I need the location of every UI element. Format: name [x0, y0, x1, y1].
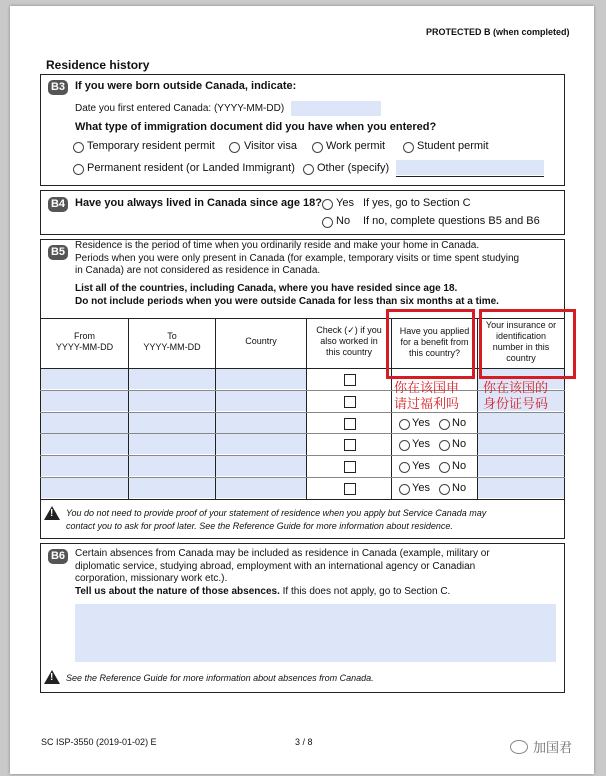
- col-country: Country: [245, 336, 277, 346]
- b6-text: [75, 548, 560, 598]
- col-insurance-line: Your insurance or: [485, 320, 557, 330]
- b3-date-label: Date you first entered Canada: (YYYY-MM-DD): [75, 103, 285, 114]
- warning-icon: [44, 670, 60, 684]
- worked-checkbox[interactable]: [344, 483, 356, 495]
- b4-question: Have you always lived in Canada since age 18?: [75, 197, 323, 209]
- b4-tag: B4: [48, 197, 68, 212]
- b3-question: What type of immigration document did you have when you entered?: [75, 121, 437, 133]
- b5-notice-line: You do not need to provide proof of your statement of residence when you apply but Service Canada may: [66, 508, 487, 518]
- b6-tag: B6: [48, 549, 68, 564]
- b4-no-note: If no, complete questions B5 and B6: [363, 215, 540, 227]
- col-benefit-line: this country?: [408, 348, 461, 358]
- watermark: 加国君: [533, 740, 573, 755]
- benefit-no-radio[interactable]: [439, 462, 450, 473]
- worked-checkbox[interactable]: [344, 461, 356, 473]
- to-field[interactable]: [129, 434, 215, 454]
- insurance-number-field[interactable]: [478, 434, 564, 454]
- to-field[interactable]: [129, 391, 215, 411]
- country-field[interactable]: [216, 456, 306, 476]
- opt-student-permit: Student permit: [417, 140, 489, 152]
- from-field[interactable]: [41, 369, 128, 389]
- benefit-annotation-line: 你在该国申: [394, 380, 460, 395]
- insurance-number-field[interactable]: [478, 478, 564, 498]
- col-from-format: YYYY-MM-DD: [55, 342, 114, 352]
- page-number: 3 / 8: [295, 737, 313, 747]
- col-check-line: Check (✓) if you: [316, 325, 382, 335]
- form-page: [10, 6, 594, 774]
- wechat-icon: [510, 740, 528, 754]
- b5-notice-line: contact you to ask for proof later. See the Reference Guide for more information about residence.: [66, 520, 453, 531]
- benefit-no-radio[interactable]: [439, 484, 450, 495]
- radio-student-permit[interactable]: [403, 142, 414, 153]
- b5-intro-line: Periods when you were only present in Canada (for example, temporary visits or time spent studying: [75, 252, 520, 264]
- col-from-label: From: [74, 331, 95, 341]
- radio-permanent-resident[interactable]: [73, 164, 84, 175]
- benefit-yes-label: Yes: [412, 417, 430, 429]
- insurance-annotation-line: 你在该国的: [483, 380, 549, 395]
- other-underline: [396, 176, 544, 177]
- other-specify-field[interactable]: [396, 160, 544, 175]
- worked-checkbox[interactable]: [344, 396, 356, 408]
- opt-temp-resident: Temporary resident permit: [87, 140, 215, 152]
- form-id: SC ISP-3550 (2019-01-02) E: [41, 737, 157, 747]
- b5-tag: B5: [48, 245, 68, 260]
- b3-tag: B3: [48, 80, 68, 95]
- protected-label: PROTECTED B (when completed): [426, 27, 570, 37]
- to-field[interactable]: [129, 456, 215, 476]
- opt-permanent-resident: Permanent resident (or Landed Immigrant): [87, 162, 295, 174]
- from-field[interactable]: [41, 434, 128, 454]
- worked-checkbox[interactable]: [344, 374, 356, 386]
- b6-notice: See the Reference Guide for more information about absences from Canada.: [66, 673, 374, 683]
- benefit-annotation: [394, 380, 459, 412]
- to-field[interactable]: [129, 478, 215, 498]
- b4-yes-note: If yes, go to Section C: [363, 197, 471, 209]
- b6-line: Certain absences from Canada may be included as residence in Canada (example, military or: [75, 548, 490, 559]
- b5-intro-line: in Canada) are not considered as residence in Canada.: [75, 265, 321, 276]
- entry-date-field[interactable]: [291, 101, 381, 116]
- b5-intro-line: Residence is the period of time when you ordinarily reside and make your home in Canada.: [75, 240, 480, 251]
- benefit-annotation-line: 请过福利吗: [394, 396, 460, 411]
- col-insurance-line: identification: [495, 331, 547, 341]
- b6-bold: Tell us about the nature of those absences.: [75, 585, 280, 597]
- radio-other[interactable]: [303, 164, 314, 175]
- from-field[interactable]: [41, 456, 128, 476]
- radio-b4-no[interactable]: [322, 217, 333, 228]
- benefit-highlight: [386, 309, 475, 379]
- b5-bold-line: Do not include periods when you were outside Canada for less than six months at a time.: [75, 296, 499, 307]
- radio-work-permit[interactable]: [312, 142, 323, 153]
- from-field[interactable]: [41, 413, 128, 433]
- b6-instruction: [75, 586, 560, 599]
- section-title: Residence history: [46, 58, 150, 72]
- col-benefit-line: for a benefit from: [400, 337, 469, 347]
- benefit-yes-radio[interactable]: [399, 440, 410, 451]
- insurance-annotation: [483, 380, 548, 412]
- benefit-yes-radio[interactable]: [399, 484, 410, 495]
- country-field[interactable]: [216, 369, 306, 389]
- to-field[interactable]: [129, 413, 215, 433]
- col-insurance-line: number in this: [492, 342, 550, 352]
- radio-visitor-visa[interactable]: [229, 142, 240, 153]
- country-field[interactable]: [216, 478, 306, 498]
- b5-notice: [66, 507, 486, 532]
- col-benefit-line: Have you applied: [399, 326, 470, 336]
- b6-line: corporation, missionary work etc.).: [75, 573, 228, 584]
- col-check: [307, 325, 391, 358]
- col-insurance-line: country: [506, 353, 536, 363]
- b4-yes-label: Yes: [336, 197, 354, 209]
- b4-no-label: No: [336, 215, 351, 227]
- benefit-no-radio[interactable]: [439, 419, 450, 430]
- insurance-highlight: [479, 309, 576, 379]
- insurance-annotation-line: 身份证号码: [483, 396, 549, 411]
- benefit-no-radio[interactable]: [439, 440, 450, 451]
- b3-title: If you were born outside Canada, indicate:: [75, 80, 297, 92]
- absence-nature-field[interactable]: [75, 604, 556, 662]
- country-field[interactable]: [216, 391, 306, 411]
- from-field[interactable]: [41, 391, 128, 411]
- benefit-no-label: No: [452, 417, 467, 429]
- col-to: [129, 331, 215, 353]
- from-field[interactable]: [41, 478, 128, 498]
- opt-other: Other (specify): [317, 162, 390, 174]
- benefit-yes-label: Yes: [412, 482, 430, 494]
- col-to-format: YYYY-MM-DD: [143, 342, 201, 352]
- benefit-no-label: No: [452, 482, 467, 494]
- b5-bold-line: List all of the countries, including Canada, where you have resided since age 18.: [75, 283, 458, 294]
- benefit-yes-radio[interactable]: [399, 419, 410, 430]
- worked-checkbox[interactable]: [344, 418, 356, 430]
- benefit-no-label: No: [452, 460, 467, 472]
- benefit-yes-label: Yes: [412, 460, 430, 472]
- country-field[interactable]: [216, 434, 306, 454]
- col-check-line: also worked in: [320, 336, 378, 346]
- radio-temp-resident[interactable]: [73, 142, 84, 153]
- b5-instructions: [75, 282, 499, 308]
- benefit-no-label: No: [452, 438, 467, 450]
- radio-b4-yes[interactable]: [322, 199, 333, 210]
- benefit-yes-radio[interactable]: [399, 462, 410, 473]
- b6-tail: If this does not apply, go to Section C.: [279, 585, 451, 597]
- benefit-yes-label: Yes: [412, 438, 430, 450]
- to-field[interactable]: [129, 369, 215, 389]
- b6-line: diplomatic service, studying abroad, employment with an international agency or Canadian: [75, 560, 476, 572]
- opt-work-permit: Work permit: [326, 140, 386, 152]
- b5-intro: [75, 240, 519, 278]
- warning-icon: [44, 506, 60, 520]
- col-from: [41, 331, 128, 353]
- opt-visitor-visa: Visitor visa: [244, 140, 297, 152]
- col-check-line: this country: [325, 347, 373, 357]
- country-field[interactable]: [216, 413, 306, 433]
- insurance-number-field[interactable]: [478, 456, 564, 476]
- insurance-number-field[interactable]: [478, 413, 564, 433]
- col-to-label: To: [167, 331, 177, 341]
- worked-checkbox[interactable]: [344, 439, 356, 451]
